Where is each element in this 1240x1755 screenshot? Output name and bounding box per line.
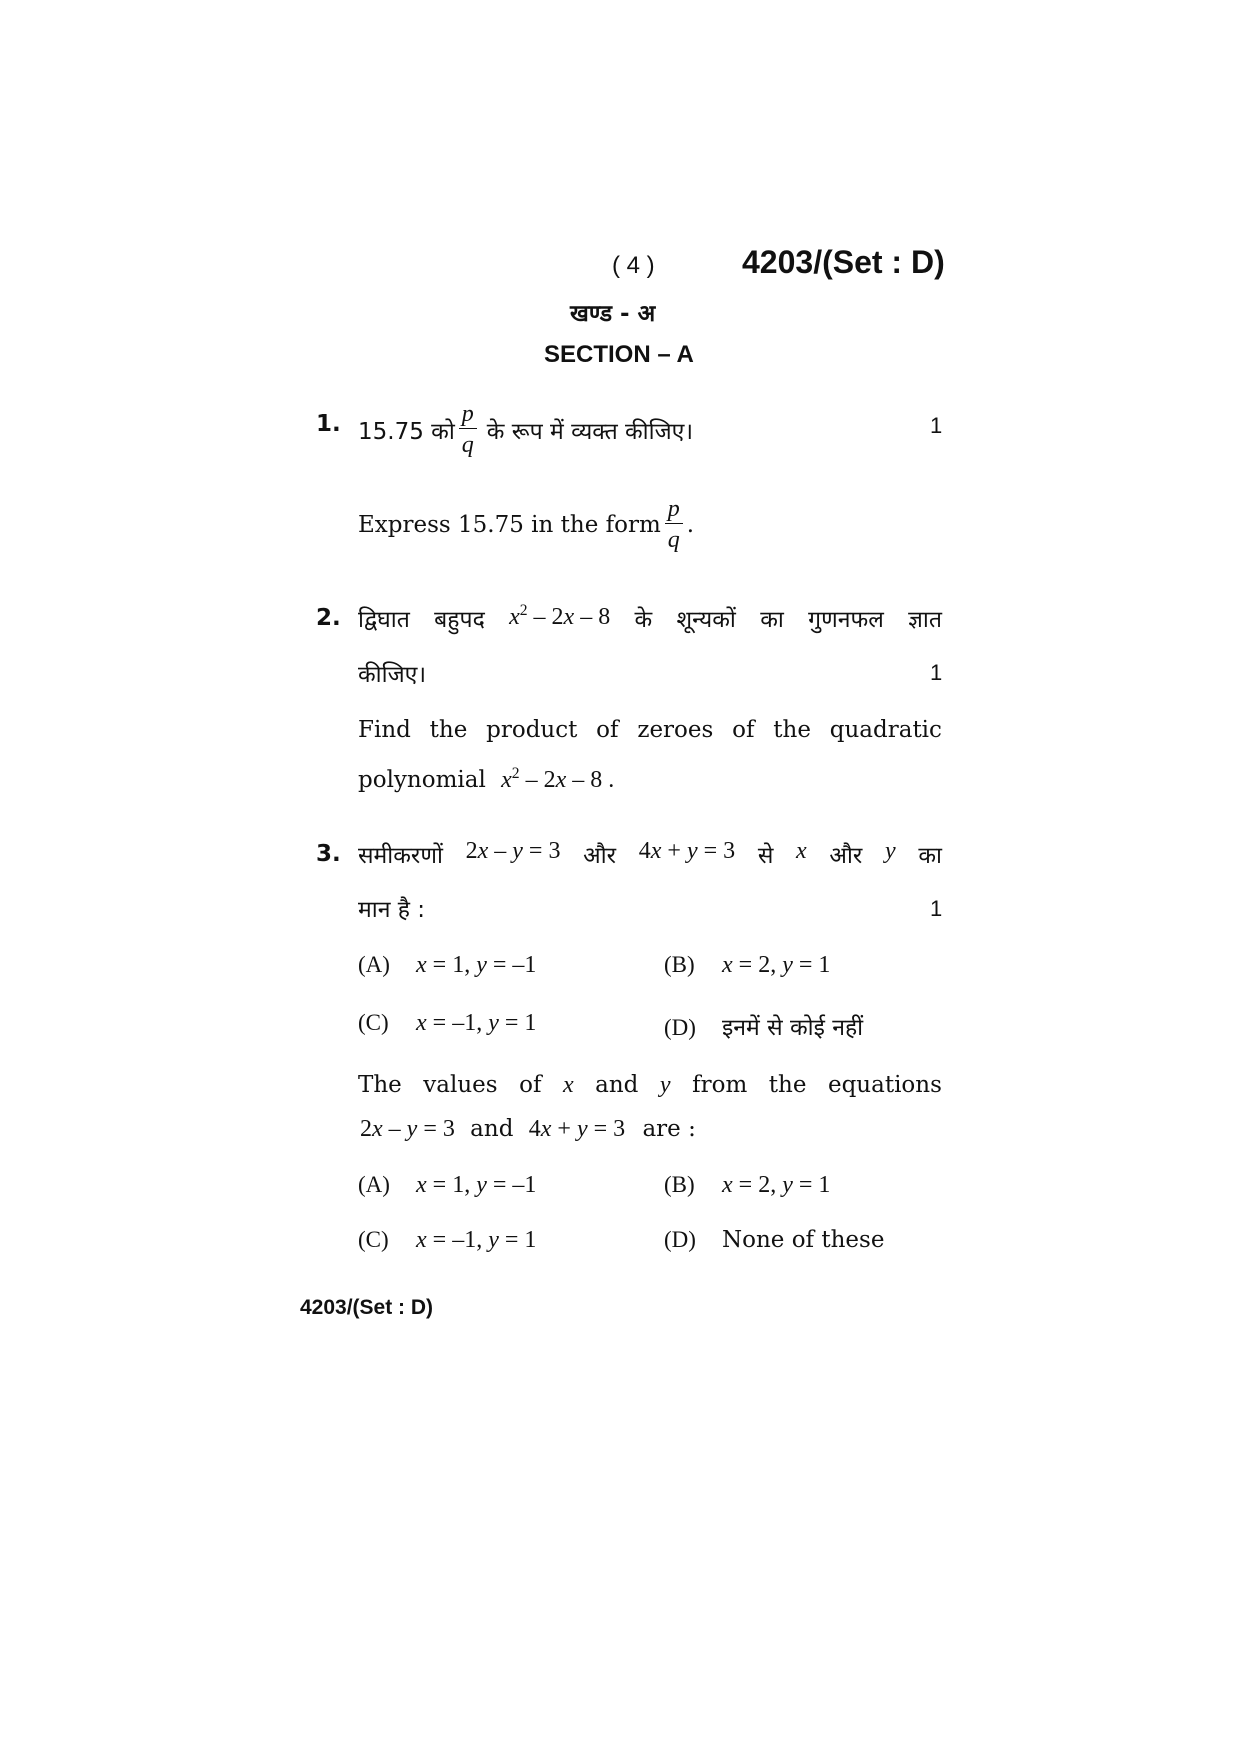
option-text: x = 2, y = 1 [722, 1172, 831, 1198]
q2-en-word: the [429, 717, 468, 743]
q3-word: से [757, 843, 774, 869]
q2-polynomial-hindi: $x^2 - 2x - 8$ [509, 602, 611, 630]
q3-en-var-x: x [562, 1072, 574, 1098]
option-label: (A) [358, 952, 390, 977]
option-label: (B) [664, 1172, 695, 1197]
question-3-english-line-2 [360, 1116, 696, 1143]
question-number-2: 2. [316, 605, 341, 631]
q1-hindi-suffix: के रूप में व्यक्त कीजिए। [486, 418, 694, 445]
q2-word: शून्यकों [676, 607, 736, 633]
option-text: None of these [722, 1227, 885, 1253]
q3-word: और [829, 843, 863, 869]
q3-option-c-english[interactable] [358, 1227, 536, 1254]
option-label: (D) [664, 1015, 696, 1040]
option-label: (C) [358, 1227, 389, 1252]
q3-en-word: The [358, 1072, 402, 1098]
question-1-hindi [358, 402, 693, 457]
option-label: (C) [358, 1010, 389, 1035]
q3-option-c-hindi[interactable] [358, 1010, 536, 1037]
question-3-hindi-line-2: मान है : [358, 897, 426, 923]
question-1-english [358, 497, 694, 552]
q3-en-word: values [423, 1072, 498, 1098]
q2-polynomial-english: $x^2 - 2x - 8$ . [501, 765, 615, 793]
q3-en-var-y: y [659, 1072, 671, 1098]
option-label: (B) [664, 952, 695, 977]
q2-word: बहुपद [434, 607, 485, 633]
option-text: इनमें से कोई नहीं [722, 1015, 864, 1041]
q1-fraction-numerator: p [459, 402, 477, 429]
question-3-english-line-1 [358, 1072, 942, 1099]
question-2-english-line-2 [358, 765, 614, 794]
question-3-hindi-line-1 [358, 838, 942, 870]
option-text: x = 2, y = 1 [722, 952, 831, 978]
paper-code-footer: 4203/(Set : D) [300, 1296, 434, 1319]
q3-en-and: and [470, 1116, 514, 1142]
q1-fraction-english [665, 497, 683, 552]
question-2-hindi-line-1 [358, 602, 942, 634]
q3-en-word: of [519, 1072, 542, 1098]
q3-en-word: from [692, 1072, 748, 1098]
q2-en-polynomial-word: polynomial [358, 767, 486, 793]
option-text: x = –1, y = 1 [416, 1227, 537, 1253]
option-text: x = 1, y = –1 [416, 1172, 537, 1198]
q3-en-are: are : [642, 1116, 696, 1142]
q3-var-y: y [884, 838, 896, 864]
page-number: ( 4 ) [612, 252, 655, 279]
q2-word: का [760, 607, 784, 633]
question-2-hindi-line-2: कीजिए। [358, 662, 427, 688]
q2-word: के [634, 607, 653, 633]
q3-en-word: and [595, 1072, 639, 1098]
question-2-english-line-1 [358, 717, 942, 743]
q1-fraction-hindi [459, 402, 477, 457]
q3-option-b-english[interactable] [664, 1172, 830, 1199]
q2-en-word: of [732, 717, 755, 743]
option-text: x = 1, y = –1 [416, 952, 537, 978]
q1-english-prefix: Express 15.75 in the form [358, 511, 661, 538]
q1-fraction-denominator: q [461, 432, 474, 458]
section-title-hindi: खण्ड - अ [570, 301, 656, 327]
q2-en-word: Find [358, 717, 411, 743]
q3-option-a-english[interactable] [358, 1172, 536, 1199]
q3-marks: 1 [930, 896, 943, 921]
q2-en-word: zeroes [637, 717, 714, 743]
q3-en-word: the [768, 1072, 807, 1098]
q1-fraction-denominator-en: q [667, 527, 680, 553]
question-number-3: 3. [316, 841, 341, 867]
question-number-1: 1. [316, 411, 341, 437]
q3-var-x: x [796, 838, 807, 864]
q2-en-word: quadratic [829, 717, 942, 743]
q1-hindi-prefix: 15.75 को [358, 418, 455, 445]
q3-word: का [918, 843, 942, 869]
q3-option-d-english[interactable] [664, 1227, 884, 1253]
q3-word: समीकरणों [358, 843, 443, 869]
option-label: (A) [358, 1172, 390, 1197]
q3-option-a-hindi[interactable] [358, 952, 536, 979]
q3-en-equation-1: 2x – y = 3 [360, 1116, 455, 1142]
q1-english-suffix: . [686, 511, 695, 538]
option-text: x = –1, y = 1 [416, 1010, 537, 1036]
paper-code-header: 4203/(Set : D) [742, 244, 945, 280]
q2-en-word: the [773, 717, 811, 743]
q3-option-d-hindi[interactable] [664, 1010, 863, 1042]
q2-word: द्विघात [358, 607, 410, 633]
q3-word: और [583, 843, 617, 869]
q2-en-word: of [596, 717, 619, 743]
q3-en-word: equations [827, 1072, 942, 1098]
q3-en-equation-2: 4x + y = 3 [528, 1116, 626, 1142]
section-title-english: SECTION – A [544, 341, 694, 368]
q2-marks: 1 [930, 660, 943, 685]
q3-equation-2: 4x + y = 3 [638, 838, 736, 864]
q1-marks: 1 [930, 413, 943, 438]
q2-en-word: product [486, 717, 578, 743]
option-label: (D) [664, 1227, 696, 1252]
q2-word: गुणनफल [808, 607, 884, 633]
q2-word: ज्ञात [908, 607, 942, 633]
q3-equation-1: 2x – y = 3 [465, 838, 561, 864]
q1-fraction-numerator-en: p [665, 497, 683, 524]
q3-option-b-hindi[interactable] [664, 952, 830, 979]
